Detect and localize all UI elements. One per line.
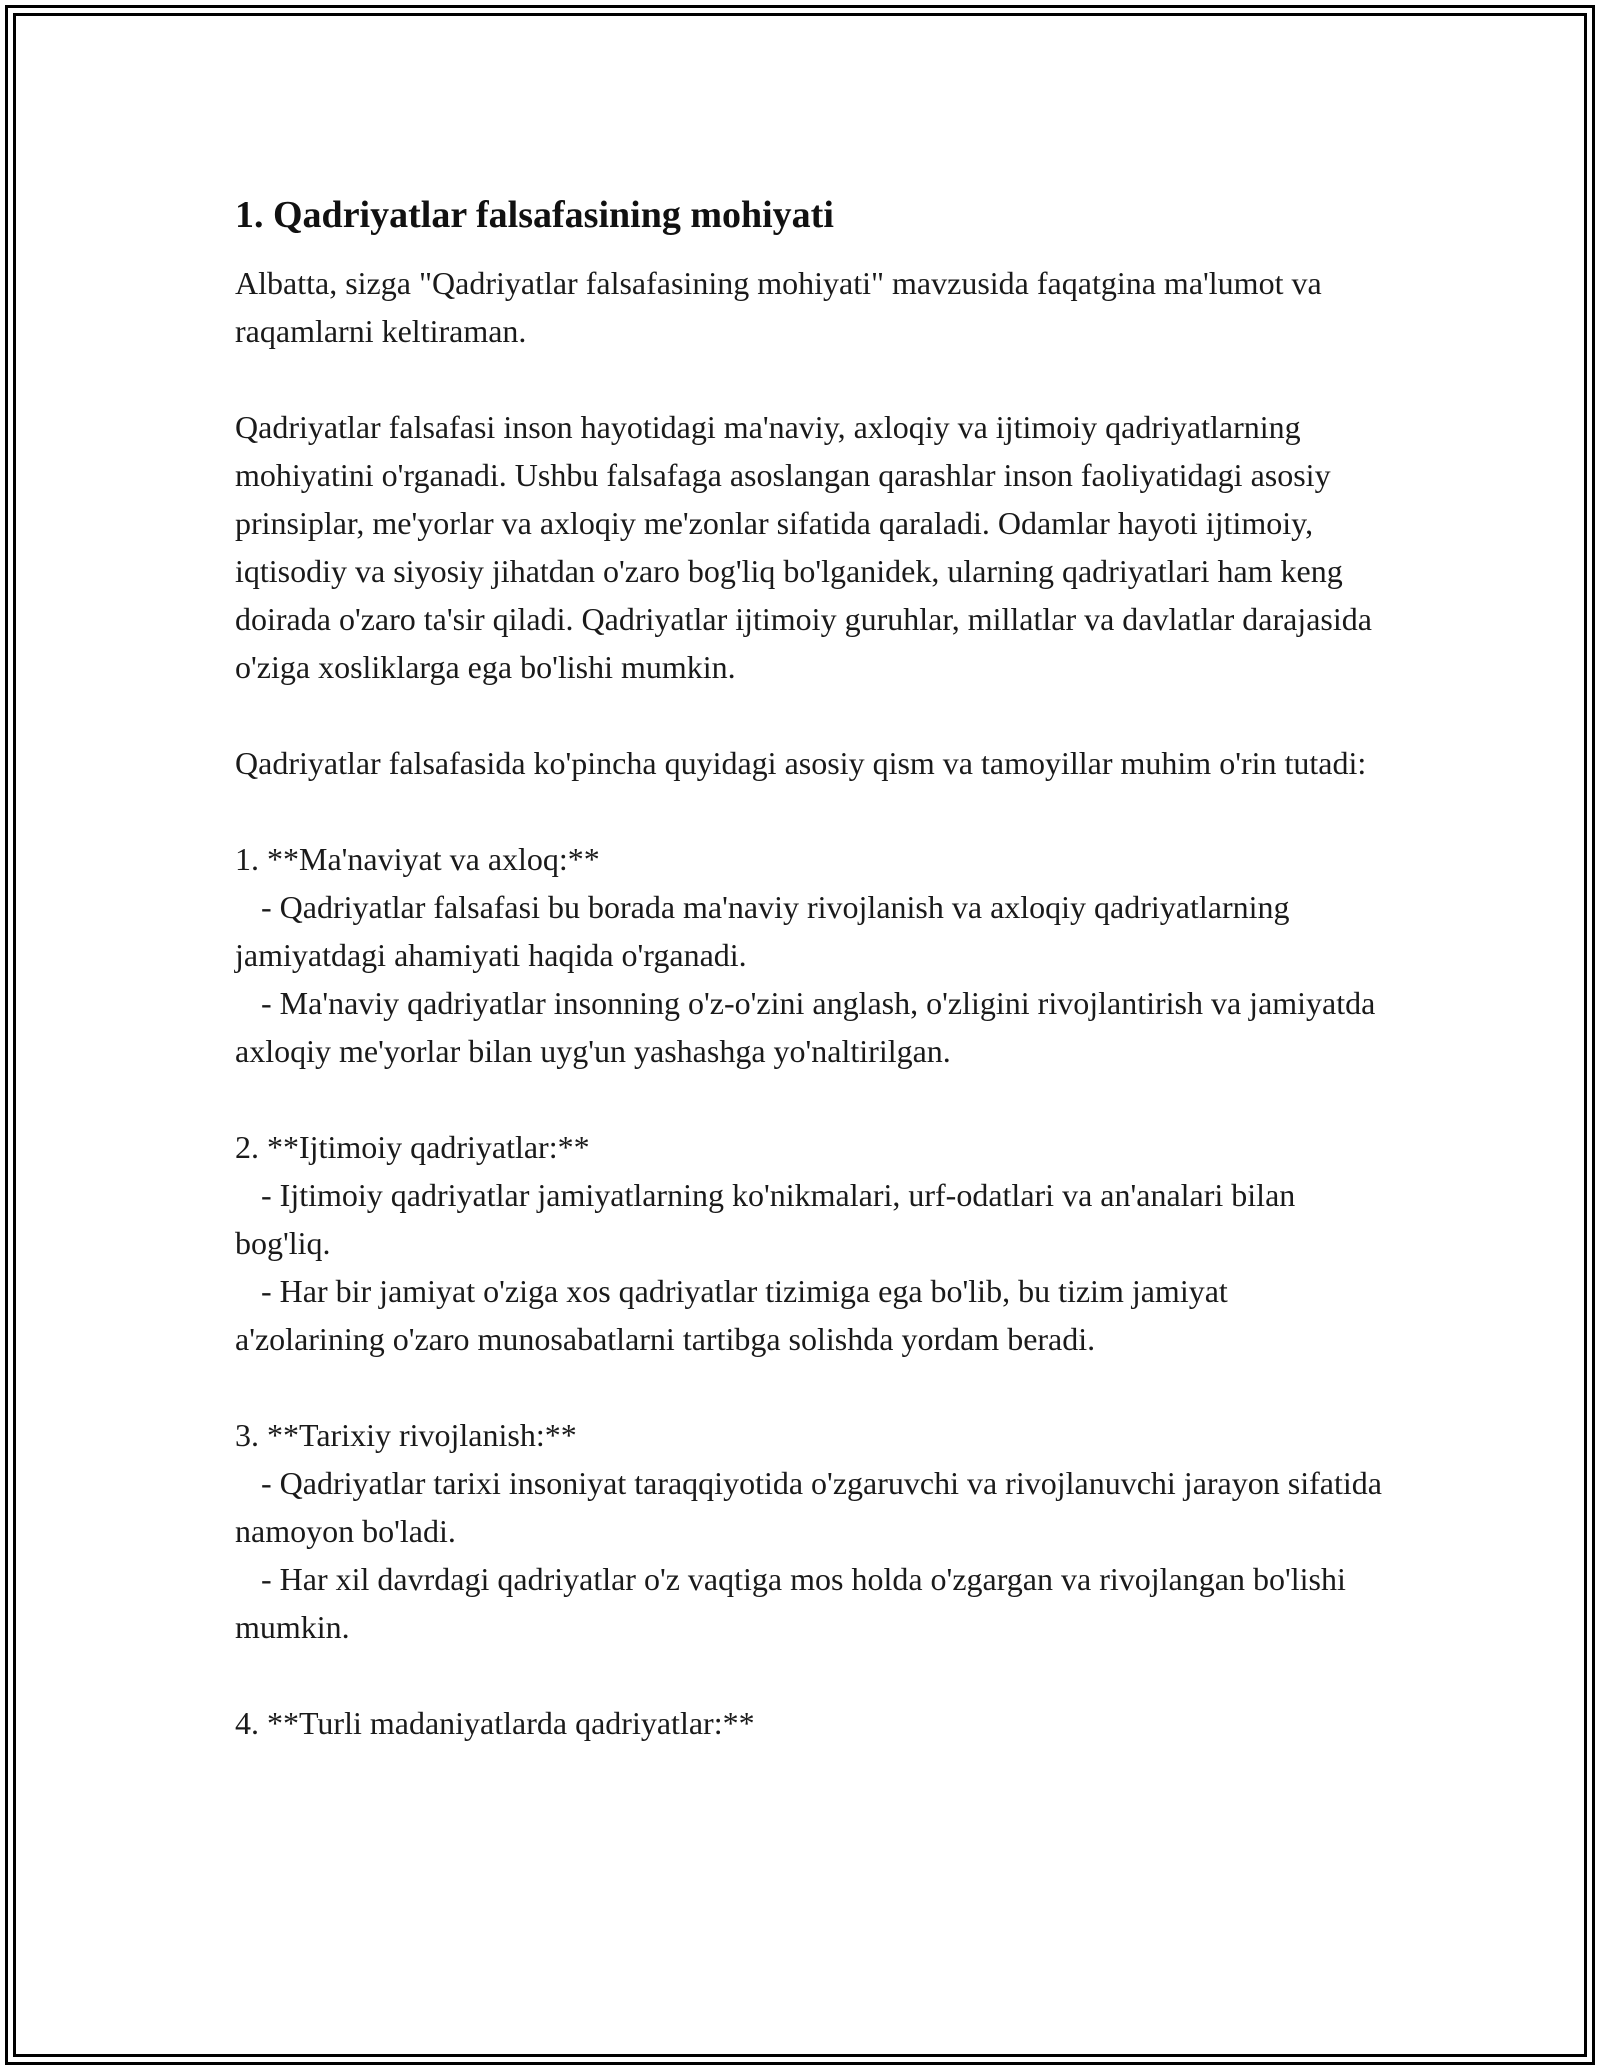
- body-paragraph: Qadriyatlar falsafasi inson hayotidagi ma'naviy, axloqiy va ijtimoiy qadriyatlarning mohiyatini o'rganadi. Ushbu falsafaga asoslangan qarashlar inson faoliyatidagi asosiy prinsiplar, me'yorlar va axloqiy me'zonlar sifatida qaraladi. Odamlar hayoti ijtimoiy, iqtisodiy va siyosiy jihatdan o'zaro bog'liq bo'lganidek, ularning qadriyatlari ham keng doirada o'zaro ta'sir qiladi. Qadriyatlar ijtimoiy guruhlar, millatlar va davlatlar darajasida o'ziga xosliklarga ega bo'lishi mumkin.: [235, 409, 1372, 685]
- section-title: 3. **Tarixiy rivojlanish:**: [235, 1417, 577, 1453]
- section-bullet: - Ma'naviy qadriyatlar insonning o'z-o'zini anglash, o'zligini rivojlantirish va jamiyatda axloqiy me'yorlar bilan uyg'un yashashga yo'naltirilgan.: [235, 985, 1376, 1069]
- section-madaniyat: [235, 1699, 1385, 1747]
- section-bullet: - Har xil davrdagi qadriyatlar o'z vaqtiga mos holda o'zgargan va rivojlangan bo'lishi mumkin.: [235, 1561, 1346, 1645]
- document-body: [235, 183, 1385, 1747]
- section-bullet: - Ijtimoiy qadriyatlar jamiyatlarning ko'nikmalari, urf-odatlari va an'analari bilan bog'liq.: [235, 1177, 1296, 1261]
- intro-paragraph: Albatta, sizga "Qadriyatlar falsafasining mohiyati" mavzusida faqatgina ma'lumot va raqamlarni keltiraman.: [235, 265, 1322, 349]
- list-lead-paragraph: Qadriyatlar falsafasida ko'pincha quyidagi asosiy qism va tamoyillar muhim o'rin tutadi:: [235, 745, 1367, 781]
- section-bullet: - Har bir jamiyat o'ziga xos qadriyatlar tizimiga ega bo'lib, bu tizim jamiyat a'zolarining o'zaro munosabatlarni tartibga solishda yordam beradi.: [235, 1273, 1228, 1357]
- section-bullet: - Qadriyatlar tarixi insoniyat taraqqiyotida o'zgaruvchi va rivojlanuvchi jarayon sifatida namoyon bo'ladi.: [235, 1465, 1382, 1549]
- document-heading: 1. Qadriyatlar falsafasining mohiyati: [235, 194, 834, 236]
- section-title: 2. **Ijtimoiy qadriyatlar:**: [235, 1129, 590, 1165]
- section-manaviyat: [235, 835, 1385, 1075]
- section-title: 4. **Turli madaniyatlarda qadriyatlar:**: [235, 1705, 755, 1741]
- section-ijtimoiy: [235, 1123, 1385, 1363]
- section-bullet: - Qadriyatlar falsafasi bu borada ma'naviy rivojlanish va axloqiy qadriyatlarning jamiyatdagi ahamiyati haqida o'rganadi.: [235, 889, 1290, 973]
- section-tarixiy: [235, 1411, 1385, 1651]
- section-title: 1. **Ma'naviyat va axloq:**: [235, 841, 600, 877]
